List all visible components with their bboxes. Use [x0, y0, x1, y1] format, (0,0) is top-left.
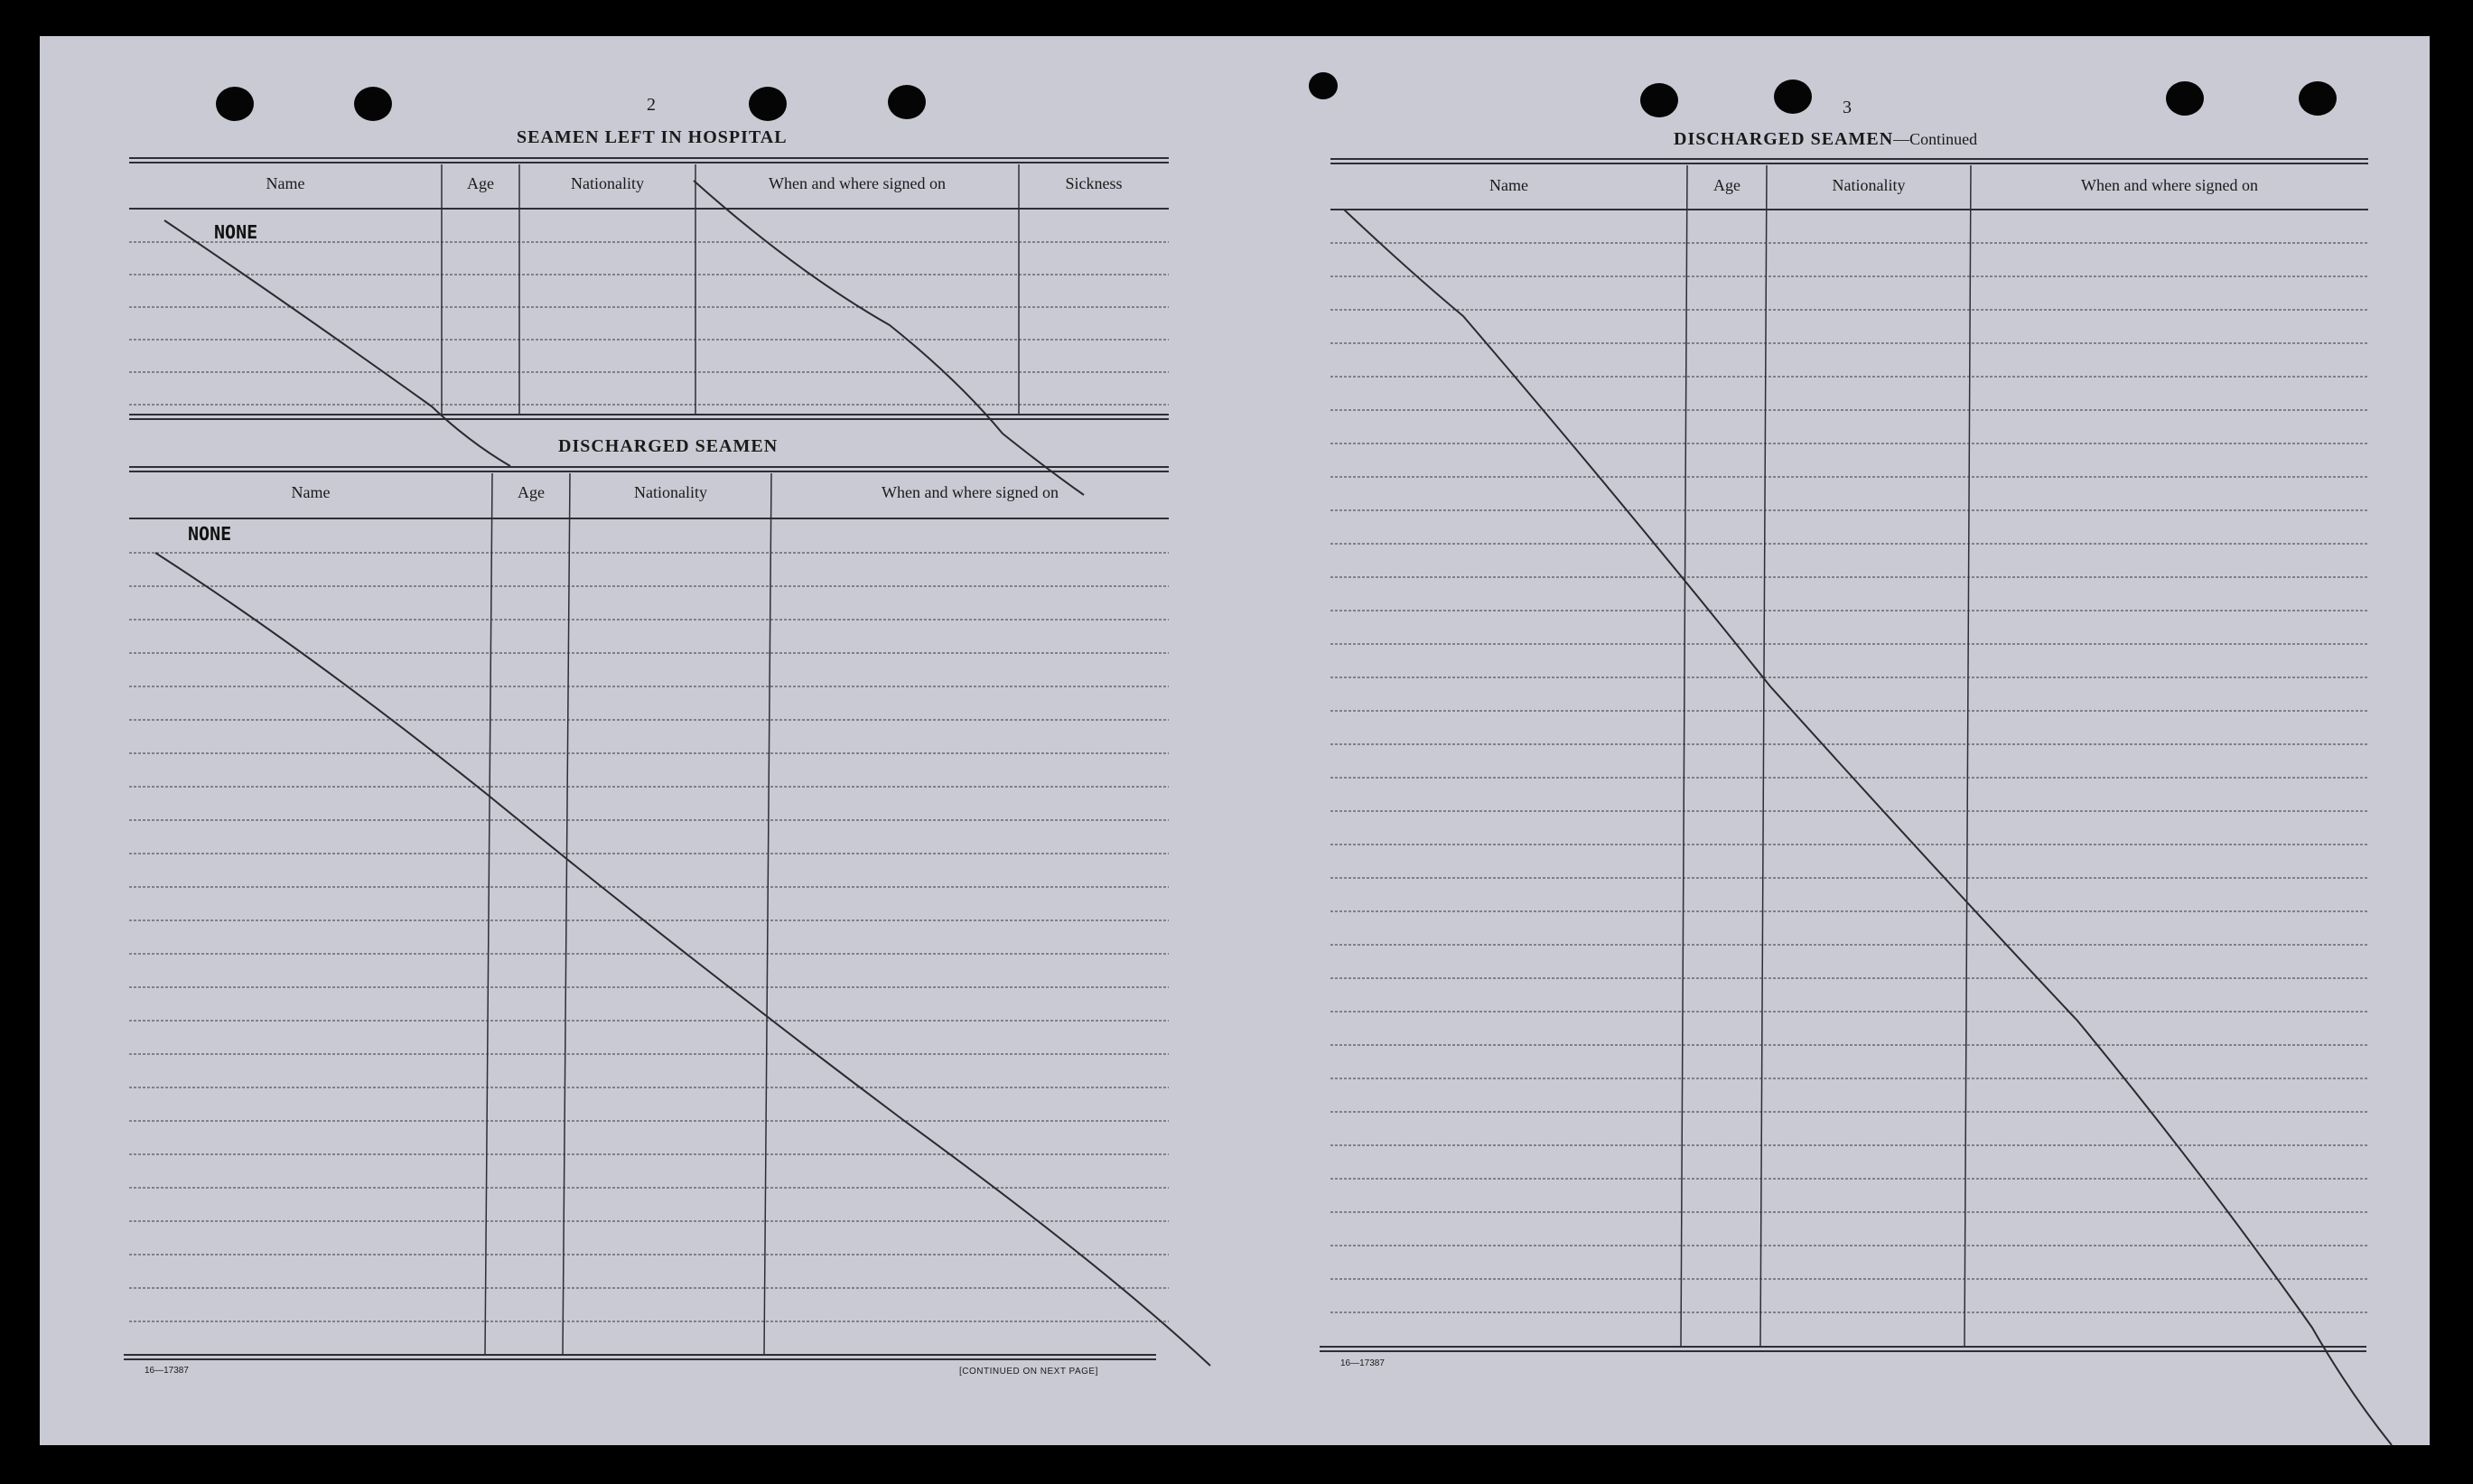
hospital-col-nationality: Nationality	[571, 174, 644, 192]
right-col-name: Name	[1489, 176, 1528, 194]
form-number-right: 16—17387	[1340, 1358, 1385, 1368]
hospital-col-age: Age	[467, 174, 494, 192]
right-section-title-main: DISCHARGED SEAMEN	[1674, 129, 1894, 149]
cancel-stroke-discharged	[155, 553, 1210, 1366]
discharged-col-divider	[485, 473, 492, 1355]
discharged-col-age: Age	[518, 483, 545, 501]
right-section-title-suffix: —Continued	[1893, 130, 1978, 148]
discharged-col-name: Name	[291, 483, 331, 501]
hospital-col-sickness: Sickness	[1065, 174, 1123, 192]
right-col-signed-on: When and where signed on	[2081, 176, 2258, 194]
hospital-section-title: SEAMEN LEFT IN HOSPITAL	[517, 127, 788, 147]
cancel-stroke-right	[1344, 210, 2392, 1445]
hospital-col-name: Name	[266, 174, 305, 192]
page-number-right: 3	[1843, 98, 1852, 117]
right-col-nationality: Nationality	[1832, 176, 1906, 194]
right-section-title	[1674, 129, 1977, 150]
discharged-col-nationality: Nationality	[634, 483, 707, 501]
page-number-left: 2	[647, 95, 656, 115]
discharged-section-title: DISCHARGED SEAMEN	[558, 436, 779, 456]
cancel-stroke-hospital-name	[164, 220, 510, 466]
right-col-age: Age	[1713, 176, 1740, 194]
form-number-left: 16—17387	[145, 1366, 189, 1376]
discharged-col-signed-on: When and where signed on	[882, 483, 1059, 501]
discharged-col-divider	[563, 473, 570, 1355]
right-col-divider	[1964, 165, 1971, 1347]
right-col-divider	[1760, 165, 1767, 1347]
discharged-none-stamp: NONE	[188, 523, 232, 545]
hospital-col-signed-on: When and where signed on	[769, 174, 946, 192]
continued-note: [CONTINUED ON NEXT PAGE]	[959, 1367, 1098, 1377]
discharged-col-divider	[764, 473, 771, 1355]
right-col-divider	[1681, 165, 1687, 1347]
hospital-none-stamp: NONE	[214, 221, 258, 243]
